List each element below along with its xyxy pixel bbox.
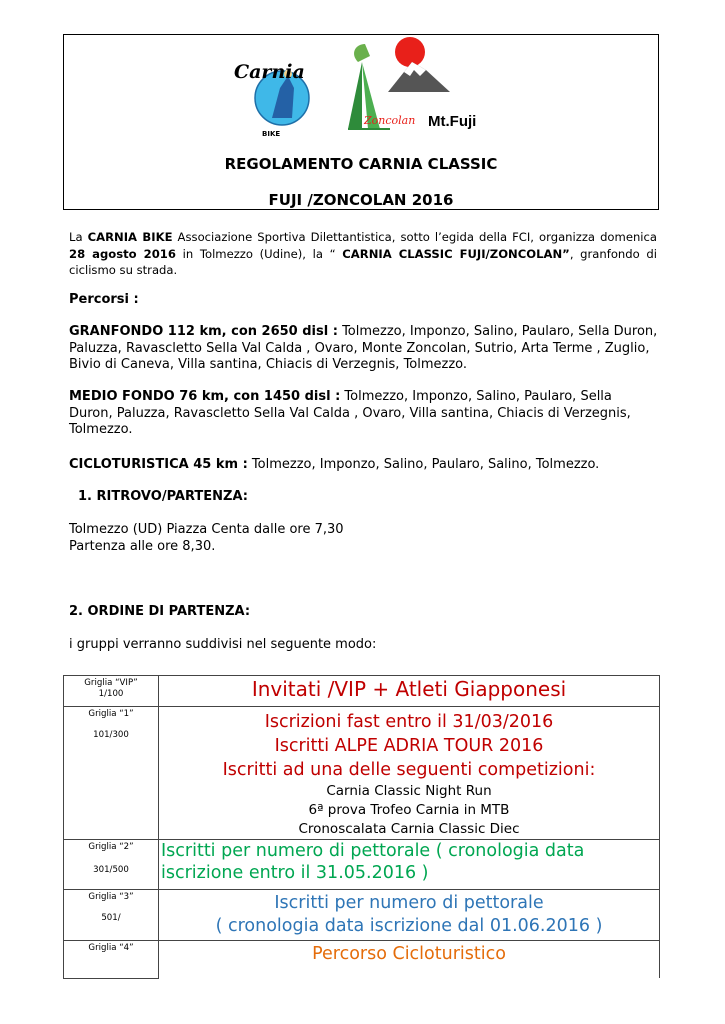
fuji-logo-text: Mt.Fuji bbox=[428, 113, 477, 130]
intro-text-1: La bbox=[69, 230, 88, 244]
granfondo-route: Tolmezzo, Imponzo, Salino, Paularo, Sella Duron, Paluzza, Ravascletto Sella Val Calda , Ovaro, Monte Zoncolan, Sutrio, Arta Terme , Zuglio, Bivio di Caneva, Villa santina, Chiacis di Verzegnis, Tolmezzo. bbox=[69, 324, 658, 372]
grid-line: Iscritti ad una delle seguenti competizioni: bbox=[222, 760, 596, 780]
percorsi-heading: Percorsi : bbox=[69, 292, 139, 307]
grid-row-4 bbox=[64, 941, 660, 979]
grid-range: 501/ bbox=[101, 913, 121, 923]
intro-text-2: Associazione Sportiva Dilettantistica, sotto l’egida della FCI, organizza domenica bbox=[172, 230, 658, 244]
grid-line: Iscritti per numero di pettorale ( cronologia data iscrizione entro il 31.05.2016 ) bbox=[161, 841, 585, 883]
cicloturistica-route: Tolmezzo, Imponzo, Salino, Paularo, Salino, Tolmezzo. bbox=[247, 457, 600, 472]
intro-text-3: in Tolmezzo (Udine), la “ bbox=[175, 246, 343, 261]
zoncolan-fuji-logo bbox=[340, 34, 490, 140]
zoncolan-logo-text: Zoncolan bbox=[364, 114, 416, 127]
grid-line: Invitati /VIP + Atleti Giapponesi bbox=[251, 677, 567, 701]
mediofondo-paragraph bbox=[69, 389, 659, 439]
grid-description-cell bbox=[159, 840, 660, 890]
grid-row-1 bbox=[64, 707, 660, 840]
grid-range: 1/100 bbox=[98, 689, 124, 699]
grid-range: 301/500 bbox=[93, 865, 129, 875]
intro-event-name: CARNIA CLASSIC FUJI/ZONCOLAN” bbox=[342, 246, 570, 261]
grid-label: Griglia “3” bbox=[88, 892, 134, 902]
grid-label-cell bbox=[64, 840, 159, 890]
grid-label: Griglia “4” bbox=[88, 943, 134, 953]
grid-label: Griglia “2” bbox=[88, 842, 134, 852]
grid-label-cell bbox=[64, 941, 159, 979]
grid-description-cell bbox=[159, 707, 660, 840]
grid-description-cell bbox=[159, 890, 660, 941]
grid-line: 6ª prova Trofeo Carnia in MTB bbox=[308, 802, 510, 818]
ritrovo-heading: 1. RITROVO/PARTENZA: bbox=[78, 489, 248, 504]
grid-line: Iscritti per numero di pettorale bbox=[274, 893, 544, 913]
cicloturistica-paragraph bbox=[69, 457, 659, 474]
intro-text-4: , granfondo di ciclismo su strada. bbox=[69, 246, 657, 277]
carnia-logo-text: Carnia bbox=[234, 61, 305, 83]
carnia-bike-logo bbox=[232, 48, 332, 138]
granfondo-paragraph bbox=[69, 324, 659, 374]
grid-row-3 bbox=[64, 890, 660, 941]
grid-description-cell bbox=[159, 676, 660, 707]
grid-label: Griglia “VIP” bbox=[84, 678, 138, 688]
grid-row-vip bbox=[64, 676, 660, 707]
grid-line: Percorso Cicloturistico bbox=[312, 944, 506, 964]
grid-description-cell bbox=[159, 941, 660, 979]
grid-range: 101/300 bbox=[93, 730, 129, 740]
bike-logo-text: BIKE bbox=[262, 130, 281, 138]
granfondo-label: GRANFONDO 112 km, con 2650 disl : bbox=[69, 324, 338, 339]
grid-line: ( cronologia data iscrizione dal 01.06.2016 ) bbox=[215, 916, 603, 936]
grid-label-cell bbox=[64, 707, 159, 840]
mediofondo-route: Tolmezzo, Imponzo, Salino, Paularo, Sella Duron, Paluzza, Ravascletto Sella Val Calda , Ovaro, Villa santina, Chiacis di Verzegnis, Tolmezzo. bbox=[69, 389, 631, 437]
intro-organizer: CARNIA BIKE bbox=[87, 230, 173, 244]
grid-label: Griglia “1” bbox=[88, 709, 134, 719]
ordine-intro: i gruppi verranno suddivisi nel seguente modo: bbox=[69, 637, 377, 652]
intro-date: 28 agosto 2016 bbox=[69, 246, 176, 261]
mediofondo-label: MEDIO FONDO 76 km, con 1450 disl : bbox=[69, 389, 341, 404]
grid-line: Iscrizioni fast entro il 31/03/2016 bbox=[264, 712, 554, 732]
ritrovo-location: Tolmezzo (UD) Piazza Centa dalle ore 7,30 bbox=[69, 522, 344, 537]
grid-line: Carnia Classic Night Run bbox=[326, 783, 492, 799]
document-title-line1: REGOLAMENTO CARNIA CLASSIC bbox=[224, 155, 498, 173]
grid-row-2 bbox=[64, 840, 660, 890]
grid-label-cell bbox=[64, 890, 159, 941]
grid-label-cell bbox=[64, 676, 159, 707]
document-title-line2: FUJI /ZONCOLAN 2016 bbox=[268, 191, 454, 209]
ritrovo-start-time: Partenza alle ore 8,30. bbox=[69, 539, 216, 554]
ordine-heading: 2. ORDINE DI PARTENZA: bbox=[69, 604, 251, 619]
intro-paragraph bbox=[69, 229, 657, 279]
grid-line: Iscritti ALPE ADRIA TOUR 2016 bbox=[274, 736, 544, 756]
grid-line: Cronoscalata Carnia Classic Diec bbox=[298, 821, 520, 837]
cicloturistica-label: CICLOTURISTICA 45 km : bbox=[69, 457, 248, 472]
starting-grid-table bbox=[63, 675, 660, 979]
